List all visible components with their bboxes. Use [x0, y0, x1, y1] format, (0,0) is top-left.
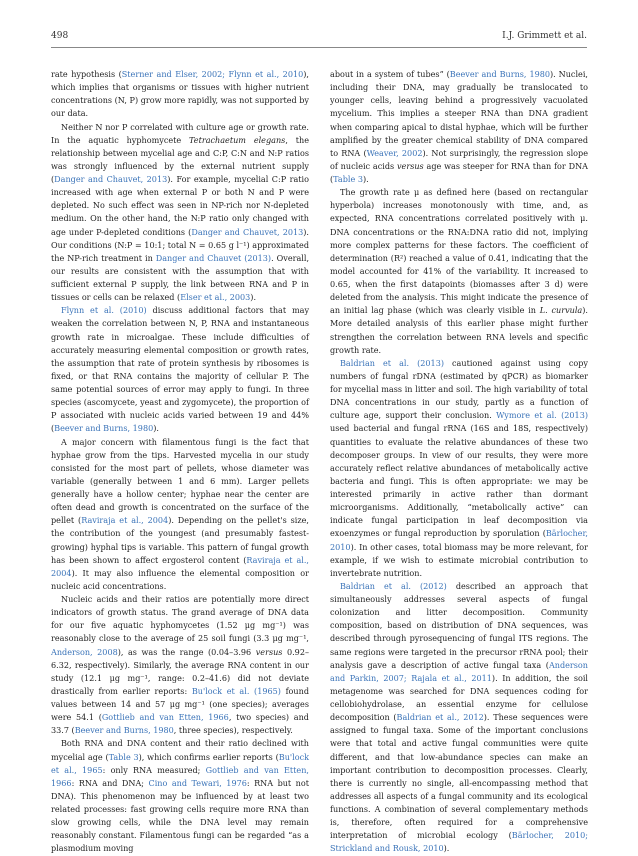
text-segment: ). Our conditions (N:P = 10:1; total N = 0.65 g l⁻¹) approximated the NP-rich treatment in: [51, 226, 309, 263]
citation-link[interactable]: Gottlieb and van Etten, 1966: [101, 712, 229, 723]
citation-link[interactable]: Flynn et al. (2010): [61, 305, 147, 316]
text-segment: ), as was the range (0.04–3.96: [117, 646, 256, 657]
text-segment: ). More detailed analysis of this earlier phase might further strengthen the correlation between RNA levels and specific growth rate.: [330, 305, 588, 355]
citation-link[interactable]: Danger and Chauvet (2013): [155, 252, 272, 263]
text-segment: . Overall, our results are consistent with the assumption that with sufficient external P supply, the link between RNA and P in tissues or cells can be relaxed (: [51, 252, 310, 303]
citation-link[interactable]: Elser et al., 2003: [180, 292, 251, 303]
citation-link[interactable]: Cino and Tewari, 1976: [148, 777, 247, 788]
citation-link[interactable]: Table 3: [108, 751, 139, 762]
citation-link[interactable]: Beever and Burns, 1980: [449, 69, 550, 79]
text-segment: : RNA and DNA;: [71, 777, 149, 788]
text-segment: Both RNA and DNA content and their ratio declined with mycelial age (: [51, 738, 309, 762]
text-segment: age was steeper for RNA than for DNA (: [330, 160, 588, 184]
text-segment: ).: [250, 292, 257, 303]
text-segment: , three species), respectively.: [173, 725, 293, 736]
text-segment: Neither N nor P correlated with culture age or growth rate. In the aquatic hyphomycete: [51, 121, 309, 145]
text-segment: ). Not surprisingly, the regression slope of nucleic acids: [330, 147, 588, 171]
citation-link[interactable]: Raviraja et al., 2004: [81, 515, 169, 526]
header-divider: [51, 47, 587, 48]
citation-link[interactable]: Danger and Chauvet, 2013: [54, 174, 168, 184]
text-segment: rate hypothesis (: [51, 69, 122, 79]
text-segment: ). In other cases, total biomass may be more relevant, for example, if we wish to estimate microbial contribution to invertebrate nutrition.: [330, 541, 588, 578]
text-segment: Nucleic acids and their ratios are potentially more direct indicators of growth status. The grand average of DNA data for our five aquatic hyphomycetes (1.52 μg mg⁻¹) was reasonably close to the average of 25 soil fungi (3.3 μg mg⁻¹,: [51, 594, 309, 644]
paragraph: [51, 593, 309, 737]
paragraph: [330, 186, 588, 357]
citation-link[interactable]: Danger and Chauvet, 2013: [191, 226, 304, 237]
text-segment: ). These sequences were assigned to fungal taxa. Some of the important conclusions were that total and active fungal communities were quite different, and that low-abundance species can make an important contribution to decomposition processes. Clearly, there is currently no single, all-encompassing method that addresses all aspects of a fungal community and its ecological functions. A combination of several complementary methods is, therefore, often required for a comprehensive interpretation of microbial ecology (: [330, 712, 588, 841]
citation-link[interactable]: Bärlocher, 2010; Strickland and Rousk, 2010: [330, 830, 588, 854]
citation-link[interactable]: Anderson, 2008: [51, 646, 118, 657]
citation-link[interactable]: Baldrian et al. (2012): [340, 580, 447, 591]
text-segment: , two species) and 33.7 (: [51, 712, 309, 736]
citation-link[interactable]: Raviraja et al., 2004: [51, 554, 309, 578]
citation-link[interactable]: Bu'lock et al., 1965: [51, 751, 309, 775]
text-segment: cautioned against using copy numbers of fungal rDNA (estimated by qPCR) as biomarker for mycelial mass in litter and soil. The high variability of total DNA concentrations in our study, partly as a function of culture age, support their conclusion.: [330, 357, 588, 421]
italic-text: versus: [396, 160, 424, 171]
citation-link[interactable]: Bärlocher, 2010: [330, 528, 588, 552]
paragraph: [330, 68, 588, 186]
text-segment: described an approach that simultaneously addresses several aspects of fungal colonization and litter decomposition. Community composition, based on distribution of DNA sequences, was described through pyrosequencing of fungal ITS regions. The same regions were targeted in the precursor rRNA pool; their analysis gave a description of active fungal taxa (: [330, 580, 589, 670]
text-segment: ). Nuclei, including their DNA, may gradually be translocated to younger cells, leaving behind a progressively vacuolated mycelium. This implies a steeper RNA than DNA gradient when comparing apical to distal hyphae, which will be further amplified by the greater chemical stability of DNA compared to RNA (: [330, 69, 588, 158]
text-segment: , the relationship between mycelial age and C:P, C:N and N:P ratios was strongly influenced by the external nutrient supply (: [51, 134, 309, 184]
text-segment: A major concern with filamentous fungi is the fact that hyphae grow from the tips. Harvested mycelia in our study consisted for the most part of pellets, whose diameter was variable (generally between 1 and 6 mm). Larger pellets generally have a hollow center; hyphae near the center are often dead and growth is concentrated on the surface of the pellet (: [51, 436, 309, 526]
text-segment: about in a system of tubes” (: [330, 69, 450, 79]
citation-link[interactable]: Baldrian et al., 2012: [396, 712, 484, 723]
paragraph: [51, 68, 309, 121]
text-segment: ), which confirms earlier reports (: [138, 751, 279, 762]
citation-link[interactable]: Sterner and Elser, 2002; Flynn et al., 2010: [121, 69, 304, 79]
text-segment: : only RNA measured;: [102, 764, 206, 775]
italic-text: L. curvula: [539, 305, 583, 316]
text-segment: The growth rate μ as defined here (based on rectangular hyperbola) increases monotonously with time, and, as expected, RNA concentrations correlated positively with μ. DNA concentrations or the RNA:DNA ratio did not, implying more complex patterns for these factors. The coefficient of determination (R²) reached a value of 0.41, indicating that the model accounted for 41% of the variability. It increased to 0.65, when the first datapoints (biomasses after 3 d) were deleted from the analysis. This might indicate the presence of an initial lag phase (which was clearly visible in: [330, 187, 588, 316]
paragraph: [51, 304, 309, 435]
text-segment: : RNA but not DNA). This phenomenon may be influenced by at least two related processes: fast growing cells require more RNA than slow growing cells, while the DNA level may remain reasonably constant. Filamentous fungi can be regarded “as a plasmodium moving: [51, 777, 309, 854]
paragraph: [330, 357, 588, 580]
text-segment: ).: [153, 423, 159, 434]
text-segment: ). Depending on the pellet's size, the contribution of the youngest (and presumably fastest-growing) hyphal tips is variable. This pattern of fungal growth has been shown to affect ergosterol content (: [51, 515, 309, 565]
citation-link[interactable]: Bu'lock et al. (1965): [191, 685, 281, 696]
page-header: [51, 31, 587, 43]
page-number: 498: [51, 31, 69, 41]
text-segment: found values between 14 and 57 μg mg⁻¹ (one species); averages were 54.1 (: [51, 685, 309, 723]
citation-link[interactable]: Baldrian et al. (2013): [340, 357, 444, 368]
paragraph: [51, 121, 309, 305]
right-text-column: [330, 68, 588, 856]
text-segment: ). For example, mycelial C:P ratio increased with age when external P or both N and P were depleted. No such effect was seen in NP-rich nor N-depleted medium. On the other hand, the N:P ratio only changed with age under P-depleted conditions (: [51, 174, 309, 237]
italic-text: versus: [255, 646, 283, 657]
paragraph: [330, 580, 588, 856]
citation-link[interactable]: Weaver, 2002: [366, 147, 423, 158]
paragraph: [51, 737, 309, 855]
citation-link[interactable]: Beever and Burns, 1980: [74, 725, 174, 736]
citation-link[interactable]: Wymore et al. (2013): [496, 410, 588, 421]
citation-link[interactable]: Anderson and Parkin, 2007; Rajala et al., 2011: [330, 659, 588, 683]
italic-text: Tetrachaetum elegans: [189, 134, 286, 145]
text-segment: discuss additional factors that may weaken the correlation between N, P, RNA and instantaneous growth rate in microalgae. These include difficulties of accurately measuring elemental composition or growth rates, the assumption that rate of protein synthesis by ribosomes is fixed, or that RNA contains the majority of cellular P. The same potential sources of error may apply to fungi. In three species (ascomycete, yeast and zygomycete), the proportion of P associated with nucleic acids varied between 19 and 44% (: [51, 305, 310, 434]
citation-link[interactable]: Table 3: [333, 174, 363, 184]
text-segment: used bacterial and fungal rRNA (16S and 18S, respectively) quantities to evaluate the relative abundances of these two decomposer groups. In view of our results, they were more accurately reflect relative abundances of metabolically active bacteria and fungi. This is often appropriate: we may be interested primarily in active rather than dormant microorganisms. Additionally, “metabolically active” can indicate fungal participation in leaf decomposition via exoenzymes or fungal reproduction by sporulation (: [330, 423, 588, 539]
text-segment: ).: [362, 174, 369, 184]
text-segment: ). In addition, the soil metagenome was searched for DNA sequences coding for cellobiohydrolase, an essential enzyme for cellulose decomposition (: [330, 672, 588, 723]
running-head: I.J. Grimmett et al.: [502, 31, 587, 41]
text-segment: ).: [443, 843, 450, 854]
text-segment: ). It may also influence the elemental composition or nucleic acid concentrations.: [51, 567, 309, 591]
text-segment: ), which implies that organisms or tissues with higher nutrient concentrations (N, P) grow more rapidly, was not supported by our data.: [51, 69, 309, 119]
citation-link[interactable]: Beever and Burns, 1980: [54, 423, 154, 434]
paragraph: [51, 436, 309, 594]
left-text-column: [51, 68, 309, 856]
citation-link[interactable]: Gottlieb and van Etten, 1966: [51, 764, 309, 788]
text-segment: 0.92–6.32, respectively). Similarly, the average RNA content in our study (12.1 μg mg⁻¹, range: 0.2–41.6) did not deviate drastically from earlier reports:: [51, 646, 309, 696]
